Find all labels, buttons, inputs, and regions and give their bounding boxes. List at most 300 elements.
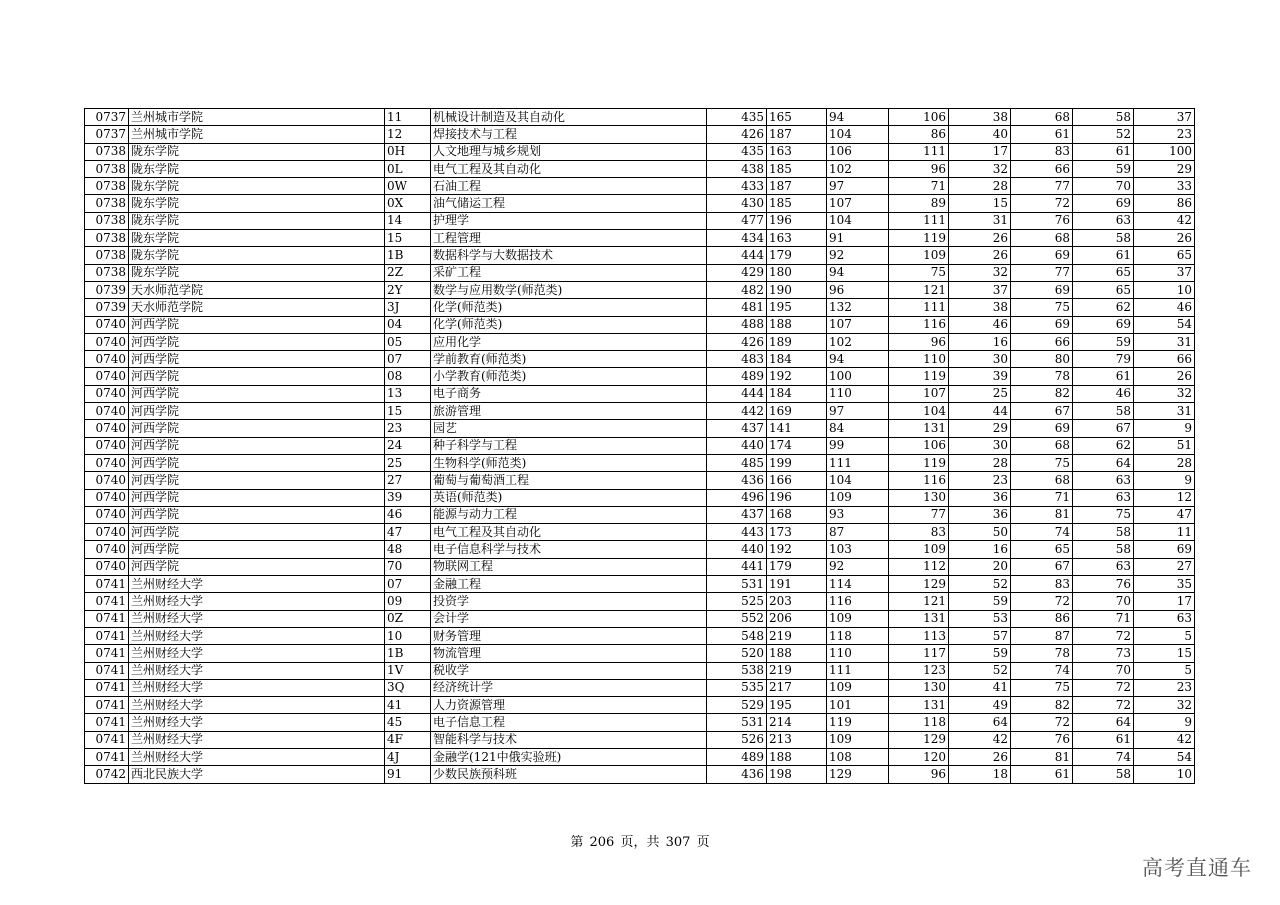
score-b-cell: 116 bbox=[827, 593, 889, 610]
rank-value-cell: 9 bbox=[1134, 714, 1195, 731]
major-code-cell: 91 bbox=[385, 766, 431, 783]
score-d-cell: 49 bbox=[949, 697, 1011, 714]
school-code-cell: 0740 bbox=[85, 385, 129, 402]
major-name-cell: 小学教育(师范类) bbox=[431, 368, 707, 385]
score-e-cell: 80 bbox=[1011, 351, 1073, 368]
score-f-cell: 58 bbox=[1073, 403, 1134, 420]
score-e-cell: 69 bbox=[1011, 247, 1073, 264]
major-name-cell: 人力资源管理 bbox=[431, 697, 707, 714]
school-name-cell: 河西学院 bbox=[129, 403, 385, 420]
major-name-cell: 经济统计学 bbox=[431, 679, 707, 696]
school-code-cell: 0741 bbox=[85, 714, 129, 731]
total-score-cell: 430 bbox=[707, 195, 767, 212]
table-row bbox=[85, 247, 1195, 264]
school-name-cell: 河西学院 bbox=[129, 316, 385, 333]
total-score-cell: 444 bbox=[707, 247, 767, 264]
score-e-cell: 75 bbox=[1011, 299, 1073, 316]
score-d-cell: 32 bbox=[949, 160, 1011, 177]
major-code-cell: 0Z bbox=[385, 610, 431, 627]
score-f-cell: 79 bbox=[1073, 351, 1134, 368]
score-b-cell: 103 bbox=[827, 541, 889, 558]
score-f-cell: 52 bbox=[1073, 126, 1134, 143]
table-row bbox=[85, 593, 1195, 610]
score-b-cell: 101 bbox=[827, 697, 889, 714]
major-code-cell: 3J bbox=[385, 299, 431, 316]
major-name-cell: 化学(师范类) bbox=[431, 299, 707, 316]
score-c-cell: 121 bbox=[889, 281, 949, 298]
score-e-cell: 78 bbox=[1011, 645, 1073, 662]
score-c-cell: 77 bbox=[889, 506, 949, 523]
total-score-cell: 548 bbox=[707, 627, 767, 644]
rank-value-cell: 35 bbox=[1134, 576, 1195, 593]
score-f-cell: 69 bbox=[1073, 316, 1134, 333]
score-a-cell: 219 bbox=[767, 662, 827, 679]
score-f-cell: 70 bbox=[1073, 593, 1134, 610]
school-code-cell: 0740 bbox=[85, 472, 129, 489]
school-name-cell: 河西学院 bbox=[129, 333, 385, 350]
school-code-cell: 0740 bbox=[85, 454, 129, 471]
score-c-cell: 111 bbox=[889, 212, 949, 229]
watermark-logo-text: 高考直通车 bbox=[1142, 856, 1252, 880]
table-row bbox=[85, 731, 1195, 748]
score-e-cell: 71 bbox=[1011, 489, 1073, 506]
rank-value-cell: 5 bbox=[1134, 662, 1195, 679]
score-e-cell: 76 bbox=[1011, 212, 1073, 229]
total-score-cell: 441 bbox=[707, 558, 767, 575]
table-row bbox=[85, 697, 1195, 714]
major-code-cell: 07 bbox=[385, 576, 431, 593]
score-b-cell: 114 bbox=[827, 576, 889, 593]
score-f-cell: 65 bbox=[1073, 264, 1134, 281]
total-score-cell: 444 bbox=[707, 385, 767, 402]
score-a-cell: 217 bbox=[767, 679, 827, 696]
major-name-cell: 金融工程 bbox=[431, 576, 707, 593]
score-d-cell: 16 bbox=[949, 333, 1011, 350]
score-c-cell: 86 bbox=[889, 126, 949, 143]
footer-prefix: 第 bbox=[570, 835, 584, 850]
score-a-cell: 195 bbox=[767, 697, 827, 714]
score-a-cell: 188 bbox=[767, 748, 827, 765]
school-code-cell: 0740 bbox=[85, 316, 129, 333]
school-name-cell: 兰州财经大学 bbox=[129, 714, 385, 731]
score-d-cell: 39 bbox=[949, 368, 1011, 385]
school-name-cell: 兰州城市学院 bbox=[129, 126, 385, 143]
school-name-cell: 兰州财经大学 bbox=[129, 679, 385, 696]
score-d-cell: 44 bbox=[949, 403, 1011, 420]
major-name-cell: 生物科学(师范类) bbox=[431, 454, 707, 471]
score-e-cell: 82 bbox=[1011, 697, 1073, 714]
score-c-cell: 118 bbox=[889, 714, 949, 731]
major-name-cell: 石油工程 bbox=[431, 178, 707, 195]
total-score-cell: 489 bbox=[707, 368, 767, 385]
score-c-cell: 89 bbox=[889, 195, 949, 212]
score-c-cell: 109 bbox=[889, 247, 949, 264]
major-name-cell: 电气工程及其自动化 bbox=[431, 524, 707, 541]
score-e-cell: 61 bbox=[1011, 126, 1073, 143]
score-b-cell: 109 bbox=[827, 489, 889, 506]
school-name-cell: 天水师范学院 bbox=[129, 299, 385, 316]
table-row bbox=[85, 403, 1195, 420]
total-score-cell: 552 bbox=[707, 610, 767, 627]
score-e-cell: 83 bbox=[1011, 143, 1073, 160]
score-a-cell: 165 bbox=[767, 109, 827, 126]
score-f-cell: 72 bbox=[1073, 697, 1134, 714]
score-f-cell: 58 bbox=[1073, 766, 1134, 783]
score-b-cell: 118 bbox=[827, 627, 889, 644]
school-name-cell: 兰州财经大学 bbox=[129, 645, 385, 662]
rank-value-cell: 23 bbox=[1134, 679, 1195, 696]
score-f-cell: 64 bbox=[1073, 454, 1134, 471]
table-row bbox=[85, 472, 1195, 489]
footer-mid: 页，共 bbox=[620, 835, 660, 850]
score-f-cell: 67 bbox=[1073, 420, 1134, 437]
score-a-cell: 168 bbox=[767, 506, 827, 523]
major-code-cell: 4F bbox=[385, 731, 431, 748]
score-e-cell: 61 bbox=[1011, 766, 1073, 783]
major-code-cell: 39 bbox=[385, 489, 431, 506]
table-row bbox=[85, 524, 1195, 541]
major-code-cell: 10 bbox=[385, 627, 431, 644]
rank-value-cell: 63 bbox=[1134, 610, 1195, 627]
score-e-cell: 67 bbox=[1011, 558, 1073, 575]
score-e-cell: 75 bbox=[1011, 679, 1073, 696]
major-code-cell: 0W bbox=[385, 178, 431, 195]
major-code-cell: 23 bbox=[385, 420, 431, 437]
total-score-cell: 443 bbox=[707, 524, 767, 541]
score-c-cell: 130 bbox=[889, 489, 949, 506]
score-a-cell: 187 bbox=[767, 126, 827, 143]
total-score-cell: 481 bbox=[707, 299, 767, 316]
school-code-cell: 0741 bbox=[85, 662, 129, 679]
score-c-cell: 117 bbox=[889, 645, 949, 662]
major-name-cell: 学前教育(师范类) bbox=[431, 351, 707, 368]
school-code-cell: 0741 bbox=[85, 697, 129, 714]
rank-value-cell: 65 bbox=[1134, 247, 1195, 264]
school-code-cell: 0741 bbox=[85, 731, 129, 748]
score-b-cell: 132 bbox=[827, 299, 889, 316]
score-c-cell: 71 bbox=[889, 178, 949, 195]
score-e-cell: 74 bbox=[1011, 524, 1073, 541]
rank-value-cell: 47 bbox=[1134, 506, 1195, 523]
score-e-cell: 65 bbox=[1011, 541, 1073, 558]
school-code-cell: 0737 bbox=[85, 109, 129, 126]
school-name-cell: 兰州财经大学 bbox=[129, 576, 385, 593]
total-score-cell: 525 bbox=[707, 593, 767, 610]
major-name-cell: 少数民族预科班 bbox=[431, 766, 707, 783]
major-name-cell: 投资学 bbox=[431, 593, 707, 610]
score-f-cell: 63 bbox=[1073, 558, 1134, 575]
school-name-cell: 河西学院 bbox=[129, 558, 385, 575]
score-f-cell: 70 bbox=[1073, 662, 1134, 679]
score-d-cell: 64 bbox=[949, 714, 1011, 731]
score-e-cell: 68 bbox=[1011, 230, 1073, 247]
score-a-cell: 185 bbox=[767, 160, 827, 177]
major-code-cell: 11 bbox=[385, 109, 431, 126]
score-d-cell: 52 bbox=[949, 576, 1011, 593]
major-name-cell: 电子商务 bbox=[431, 385, 707, 402]
score-table bbox=[84, 108, 1195, 784]
rank-value-cell: 26 bbox=[1134, 230, 1195, 247]
school-name-cell: 河西学院 bbox=[129, 506, 385, 523]
score-d-cell: 59 bbox=[949, 645, 1011, 662]
school-code-cell: 0738 bbox=[85, 212, 129, 229]
score-e-cell: 76 bbox=[1011, 731, 1073, 748]
rank-value-cell: 9 bbox=[1134, 472, 1195, 489]
major-name-cell: 园艺 bbox=[431, 420, 707, 437]
score-d-cell: 37 bbox=[949, 281, 1011, 298]
school-code-cell: 0740 bbox=[85, 420, 129, 437]
school-code-cell: 0739 bbox=[85, 281, 129, 298]
score-f-cell: 74 bbox=[1073, 748, 1134, 765]
score-b-cell: 111 bbox=[827, 454, 889, 471]
score-b-cell: 107 bbox=[827, 316, 889, 333]
score-c-cell: 83 bbox=[889, 524, 949, 541]
rank-value-cell: 37 bbox=[1134, 109, 1195, 126]
score-c-cell: 107 bbox=[889, 385, 949, 402]
major-name-cell: 工程管理 bbox=[431, 230, 707, 247]
major-code-cell: 3Q bbox=[385, 679, 431, 696]
page-footer bbox=[0, 831, 1280, 850]
table-row bbox=[85, 316, 1195, 333]
school-code-cell: 0740 bbox=[85, 368, 129, 385]
major-code-cell: 0L bbox=[385, 160, 431, 177]
major-name-cell: 电子信息科学与技术 bbox=[431, 541, 707, 558]
school-code-cell: 0738 bbox=[85, 143, 129, 160]
rank-value-cell: 66 bbox=[1134, 351, 1195, 368]
table-row bbox=[85, 143, 1195, 160]
score-a-cell: 188 bbox=[767, 316, 827, 333]
rank-value-cell: 37 bbox=[1134, 264, 1195, 281]
score-f-cell: 58 bbox=[1073, 109, 1134, 126]
score-c-cell: 110 bbox=[889, 351, 949, 368]
rank-value-cell: 26 bbox=[1134, 368, 1195, 385]
score-a-cell: 203 bbox=[767, 593, 827, 610]
score-e-cell: 81 bbox=[1011, 748, 1073, 765]
score-a-cell: 195 bbox=[767, 299, 827, 316]
major-name-cell: 数学与应用数学(师范类) bbox=[431, 281, 707, 298]
total-score-cell: 538 bbox=[707, 662, 767, 679]
table-body bbox=[85, 109, 1195, 784]
score-e-cell: 75 bbox=[1011, 454, 1073, 471]
score-a-cell: 163 bbox=[767, 230, 827, 247]
score-a-cell: 213 bbox=[767, 731, 827, 748]
school-name-cell: 陇东学院 bbox=[129, 143, 385, 160]
score-e-cell: 77 bbox=[1011, 178, 1073, 195]
table-row bbox=[85, 558, 1195, 575]
score-a-cell: 214 bbox=[767, 714, 827, 731]
score-a-cell: 189 bbox=[767, 333, 827, 350]
score-d-cell: 17 bbox=[949, 143, 1011, 160]
score-e-cell: 69 bbox=[1011, 316, 1073, 333]
score-c-cell: 116 bbox=[889, 316, 949, 333]
score-a-cell: 180 bbox=[767, 264, 827, 281]
table-row bbox=[85, 506, 1195, 523]
score-b-cell: 108 bbox=[827, 748, 889, 765]
rank-value-cell: 32 bbox=[1134, 697, 1195, 714]
table-row bbox=[85, 230, 1195, 247]
score-e-cell: 74 bbox=[1011, 662, 1073, 679]
score-c-cell: 96 bbox=[889, 160, 949, 177]
table-row bbox=[85, 299, 1195, 316]
score-d-cell: 38 bbox=[949, 299, 1011, 316]
major-code-cell: 12 bbox=[385, 126, 431, 143]
school-name-cell: 陇东学院 bbox=[129, 247, 385, 264]
score-c-cell: 119 bbox=[889, 454, 949, 471]
total-score-cell: 435 bbox=[707, 109, 767, 126]
school-code-cell: 0740 bbox=[85, 524, 129, 541]
school-name-cell: 河西学院 bbox=[129, 437, 385, 454]
score-e-cell: 68 bbox=[1011, 109, 1073, 126]
score-c-cell: 111 bbox=[889, 299, 949, 316]
score-d-cell: 57 bbox=[949, 627, 1011, 644]
school-name-cell: 陇东学院 bbox=[129, 160, 385, 177]
score-b-cell: 97 bbox=[827, 403, 889, 420]
total-score-cell: 429 bbox=[707, 264, 767, 281]
score-f-cell: 63 bbox=[1073, 212, 1134, 229]
major-code-cell: 25 bbox=[385, 454, 431, 471]
score-c-cell: 106 bbox=[889, 437, 949, 454]
score-b-cell: 92 bbox=[827, 558, 889, 575]
score-b-cell: 111 bbox=[827, 662, 889, 679]
major-code-cell: 07 bbox=[385, 351, 431, 368]
score-e-cell: 72 bbox=[1011, 593, 1073, 610]
school-name-cell: 陇东学院 bbox=[129, 264, 385, 281]
score-c-cell: 106 bbox=[889, 109, 949, 126]
rank-value-cell: 33 bbox=[1134, 178, 1195, 195]
major-name-cell: 智能科学与技术 bbox=[431, 731, 707, 748]
school-name-cell: 兰州财经大学 bbox=[129, 662, 385, 679]
score-b-cell: 102 bbox=[827, 160, 889, 177]
score-f-cell: 63 bbox=[1073, 489, 1134, 506]
score-e-cell: 68 bbox=[1011, 472, 1073, 489]
rank-value-cell: 12 bbox=[1134, 489, 1195, 506]
score-d-cell: 36 bbox=[949, 506, 1011, 523]
school-code-cell: 0741 bbox=[85, 627, 129, 644]
school-name-cell: 河西学院 bbox=[129, 420, 385, 437]
school-name-cell: 兰州财经大学 bbox=[129, 748, 385, 765]
school-name-cell: 兰州城市学院 bbox=[129, 109, 385, 126]
school-name-cell: 河西学院 bbox=[129, 541, 385, 558]
table-row bbox=[85, 126, 1195, 143]
score-f-cell: 71 bbox=[1073, 610, 1134, 627]
major-code-cell: 1B bbox=[385, 645, 431, 662]
score-f-cell: 58 bbox=[1073, 230, 1134, 247]
major-code-cell: 41 bbox=[385, 697, 431, 714]
major-name-cell: 旅游管理 bbox=[431, 403, 707, 420]
major-name-cell: 葡萄与葡萄酒工程 bbox=[431, 472, 707, 489]
school-code-cell: 0740 bbox=[85, 437, 129, 454]
table-row bbox=[85, 489, 1195, 506]
school-name-cell: 陇东学院 bbox=[129, 178, 385, 195]
score-a-cell: 184 bbox=[767, 385, 827, 402]
score-b-cell: 94 bbox=[827, 264, 889, 281]
table-row bbox=[85, 160, 1195, 177]
major-code-cell: 0X bbox=[385, 195, 431, 212]
school-name-cell: 陇东学院 bbox=[129, 212, 385, 229]
score-b-cell: 84 bbox=[827, 420, 889, 437]
score-c-cell: 96 bbox=[889, 333, 949, 350]
score-f-cell: 69 bbox=[1073, 195, 1134, 212]
score-d-cell: 52 bbox=[949, 662, 1011, 679]
school-code-cell: 0741 bbox=[85, 645, 129, 662]
total-score-cell: 531 bbox=[707, 576, 767, 593]
score-b-cell: 87 bbox=[827, 524, 889, 541]
score-a-cell: 173 bbox=[767, 524, 827, 541]
major-name-cell: 油气储运工程 bbox=[431, 195, 707, 212]
school-name-cell: 兰州财经大学 bbox=[129, 593, 385, 610]
total-score-cell: 436 bbox=[707, 766, 767, 783]
total-score-cell: 440 bbox=[707, 541, 767, 558]
score-e-cell: 81 bbox=[1011, 506, 1073, 523]
score-a-cell: 174 bbox=[767, 437, 827, 454]
score-e-cell: 67 bbox=[1011, 403, 1073, 420]
major-code-cell: 04 bbox=[385, 316, 431, 333]
major-name-cell: 物流管理 bbox=[431, 645, 707, 662]
score-b-cell: 104 bbox=[827, 472, 889, 489]
total-score-cell: 488 bbox=[707, 316, 767, 333]
score-f-cell: 75 bbox=[1073, 506, 1134, 523]
school-code-cell: 0741 bbox=[85, 748, 129, 765]
score-d-cell: 16 bbox=[949, 541, 1011, 558]
total-score-cell: 438 bbox=[707, 160, 767, 177]
score-f-cell: 58 bbox=[1073, 541, 1134, 558]
score-c-cell: 123 bbox=[889, 662, 949, 679]
rank-value-cell: 42 bbox=[1134, 212, 1195, 229]
score-e-cell: 72 bbox=[1011, 195, 1073, 212]
school-code-cell: 0740 bbox=[85, 558, 129, 575]
major-name-cell: 物联网工程 bbox=[431, 558, 707, 575]
score-e-cell: 69 bbox=[1011, 281, 1073, 298]
school-code-cell: 0742 bbox=[85, 766, 129, 783]
score-f-cell: 58 bbox=[1073, 524, 1134, 541]
score-b-cell: 104 bbox=[827, 126, 889, 143]
school-code-cell: 0738 bbox=[85, 230, 129, 247]
score-e-cell: 72 bbox=[1011, 714, 1073, 731]
score-e-cell: 66 bbox=[1011, 333, 1073, 350]
rank-value-cell: 42 bbox=[1134, 731, 1195, 748]
table-row bbox=[85, 576, 1195, 593]
table-row bbox=[85, 333, 1195, 350]
score-f-cell: 46 bbox=[1073, 385, 1134, 402]
major-code-cell: 2Z bbox=[385, 264, 431, 281]
score-f-cell: 59 bbox=[1073, 160, 1134, 177]
score-d-cell: 41 bbox=[949, 679, 1011, 696]
total-score-cell: 426 bbox=[707, 333, 767, 350]
score-d-cell: 53 bbox=[949, 610, 1011, 627]
rank-value-cell: 31 bbox=[1134, 333, 1195, 350]
rank-value-cell: 5 bbox=[1134, 627, 1195, 644]
school-name-cell: 河西学院 bbox=[129, 524, 385, 541]
table-row bbox=[85, 766, 1195, 783]
school-name-cell: 兰州财经大学 bbox=[129, 610, 385, 627]
major-code-cell: 15 bbox=[385, 230, 431, 247]
major-name-cell: 电气工程及其自动化 bbox=[431, 160, 707, 177]
score-a-cell: 219 bbox=[767, 627, 827, 644]
total-pages-number: 307 bbox=[665, 835, 691, 850]
major-name-cell: 采矿工程 bbox=[431, 264, 707, 281]
score-b-cell: 109 bbox=[827, 731, 889, 748]
rank-value-cell: 54 bbox=[1134, 316, 1195, 333]
score-c-cell: 116 bbox=[889, 472, 949, 489]
school-name-cell: 陇东学院 bbox=[129, 230, 385, 247]
school-code-cell: 0740 bbox=[85, 351, 129, 368]
table-row bbox=[85, 679, 1195, 696]
total-score-cell: 437 bbox=[707, 420, 767, 437]
major-name-cell: 种子科学与工程 bbox=[431, 437, 707, 454]
score-b-cell: 106 bbox=[827, 143, 889, 160]
major-code-cell: 4J bbox=[385, 748, 431, 765]
total-score-cell: 483 bbox=[707, 351, 767, 368]
